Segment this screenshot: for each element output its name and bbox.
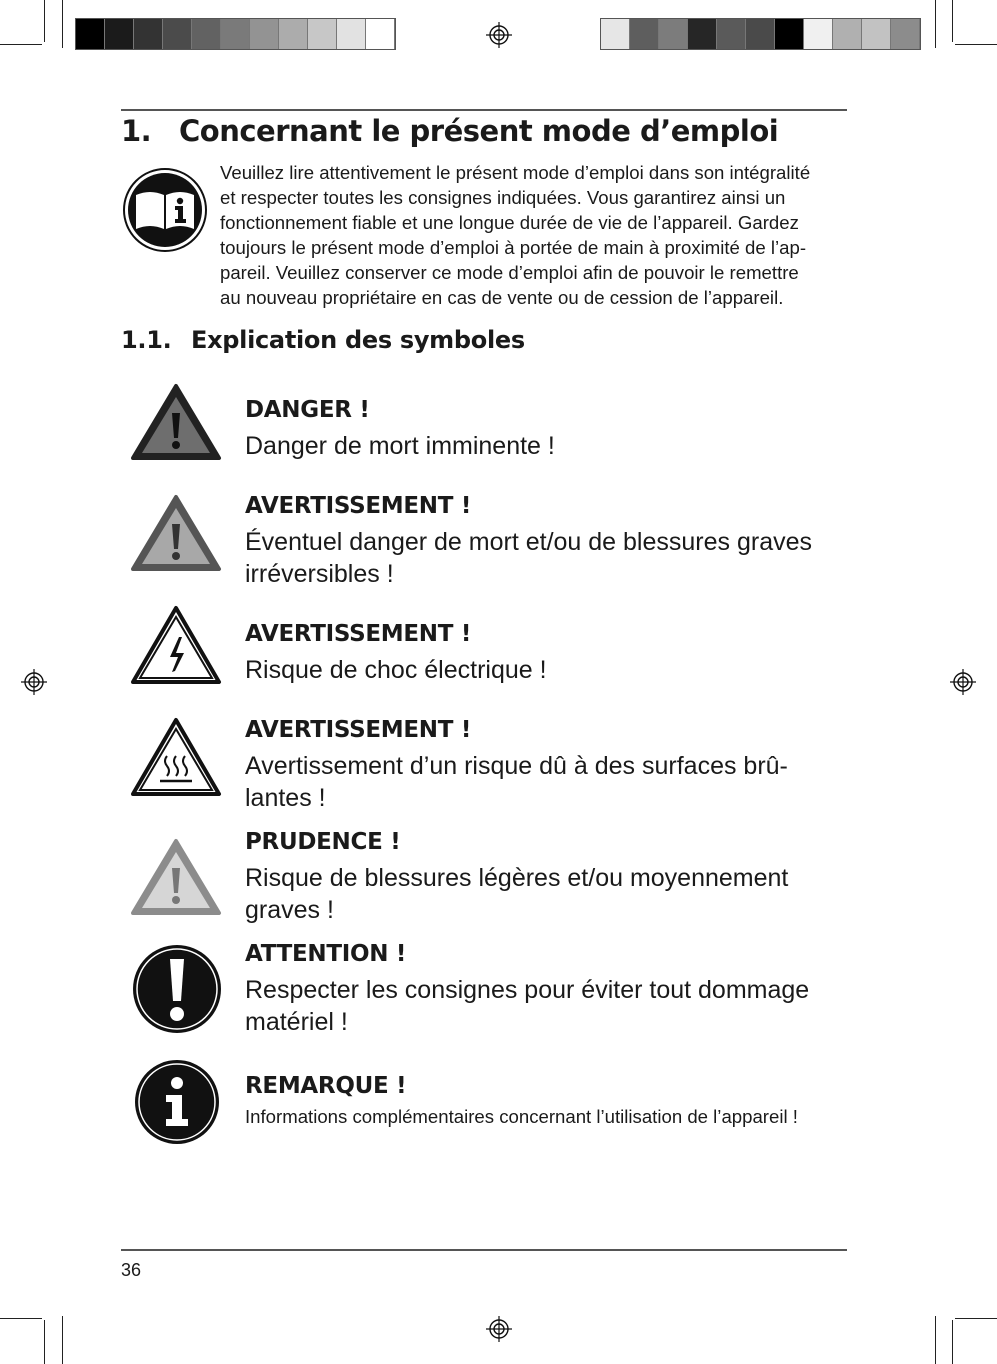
color-calibration-bar-left [75, 18, 396, 50]
registration-mark-icon [950, 669, 976, 695]
description-line: Avertissement d’un risque dû à des surfaces brû- [245, 752, 788, 780]
color-calibration-bar-right [600, 18, 921, 50]
symbol-title-warning: AVERTISSEMENT ! [245, 493, 472, 519]
symbol-description-attention [245, 974, 809, 1038]
color-swatch [833, 19, 862, 49]
manual-info-icon [122, 167, 208, 253]
symbol-description-note [245, 1105, 798, 1129]
symbol-description-hot-surface [245, 750, 788, 814]
crop-mark [62, 0, 63, 48]
color-swatch [891, 19, 920, 49]
crop-mark [952, 0, 953, 42]
intro-line: au nouveau propriétaire en cas de vente ou de cession de l’appareil. [220, 287, 784, 308]
color-swatch [134, 19, 163, 49]
intro-paragraph [220, 160, 852, 310]
description-line: graves ! [245, 896, 334, 924]
danger-warning-icon [130, 383, 222, 461]
color-swatch [862, 19, 891, 49]
section-title: Concernant le présent mode d’emploi [179, 114, 779, 148]
intro-line: toujours le présent mode d’emploi à portée de main à proximité de l’ap- [220, 237, 807, 258]
subsection-number: 1.1. [121, 326, 172, 354]
color-swatch [630, 19, 659, 49]
crop-mark [955, 1318, 997, 1319]
description-line: Risque de blessures légères et/ou moyennement [245, 864, 789, 892]
crop-mark [935, 0, 936, 48]
intro-line: pareil. Veuillez conserver ce mode d’emploi afin de pouvoir le remettre [220, 262, 799, 283]
crop-mark [955, 44, 997, 45]
intro-line: et respecter toutes les consignes indiquées. Vous garantirez ainsi un [220, 187, 786, 208]
color-swatch [746, 19, 775, 49]
registration-mark-icon [486, 1316, 512, 1342]
description-line: matériel ! [245, 1008, 348, 1036]
caution-icon [130, 838, 222, 916]
color-swatch [279, 19, 308, 49]
info-icon [133, 1058, 221, 1146]
crop-mark [935, 1316, 936, 1364]
color-swatch [659, 19, 688, 49]
description-line: Éventuel danger de mort et/ou de blessures graves [245, 528, 813, 556]
color-swatch [717, 19, 746, 49]
description-line: Respecter les consignes pour éviter tout dommage [245, 976, 810, 1004]
description-line: Informations complémentaires concernant l’utilisation de l’appareil ! [245, 1106, 798, 1127]
color-swatch [163, 19, 192, 49]
description-line: Danger de mort imminente ! [245, 432, 555, 460]
crop-mark [44, 1320, 45, 1364]
symbol-title-attention: ATTENTION ! [245, 941, 407, 967]
color-swatch [688, 19, 717, 49]
crop-mark [952, 1320, 953, 1364]
color-swatch [337, 19, 366, 49]
footer-rule [121, 1249, 847, 1251]
symbol-title-danger: DANGER ! [245, 397, 370, 423]
section-number: 1. [121, 114, 152, 148]
subsection-title: Explication des symboles [191, 326, 525, 354]
electric-shock-icon [130, 605, 222, 685]
crop-mark [0, 1318, 42, 1319]
intro-line: fonctionnement fiable et une longue durée de vie de l’appareil. Gardez [220, 212, 799, 233]
color-swatch [775, 19, 804, 49]
section-heading [121, 114, 778, 148]
crop-mark [62, 1316, 63, 1364]
symbol-description-caution [245, 862, 788, 926]
symbol-title-hot-surface: AVERTISSEMENT ! [245, 717, 472, 743]
symbol-title-caution: PRUDENCE ! [245, 829, 401, 855]
attention-exclamation-icon [131, 943, 223, 1035]
description-line: lantes ! [245, 784, 326, 812]
color-swatch [221, 19, 250, 49]
color-swatch [105, 19, 134, 49]
registration-mark-icon [486, 22, 512, 48]
intro-line: Veuillez lire attentivement le présent mode d’emploi dans son intégralité [220, 162, 811, 183]
subsection-heading [121, 326, 525, 354]
color-swatch [601, 19, 630, 49]
header-rule [121, 109, 847, 111]
symbol-title-electric: AVERTISSEMENT ! [245, 621, 472, 647]
color-swatch [250, 19, 279, 49]
symbol-description-warning [245, 526, 812, 590]
color-swatch [76, 19, 105, 49]
color-swatch [308, 19, 337, 49]
hot-surface-icon [130, 717, 222, 797]
description-line: irréversibles ! [245, 560, 394, 588]
symbol-description-electric [245, 654, 547, 686]
color-swatch [366, 19, 395, 49]
warning-icon [130, 494, 222, 572]
crop-mark [44, 0, 45, 42]
symbol-description-danger [245, 430, 555, 462]
page-number: 36 [121, 1260, 142, 1280]
color-swatch [192, 19, 221, 49]
description-line: Risque de choc électrique ! [245, 656, 547, 684]
registration-mark-icon [21, 669, 47, 695]
crop-mark [0, 44, 42, 45]
symbol-title-note: REMARQUE ! [245, 1073, 407, 1099]
color-swatch [804, 19, 833, 49]
